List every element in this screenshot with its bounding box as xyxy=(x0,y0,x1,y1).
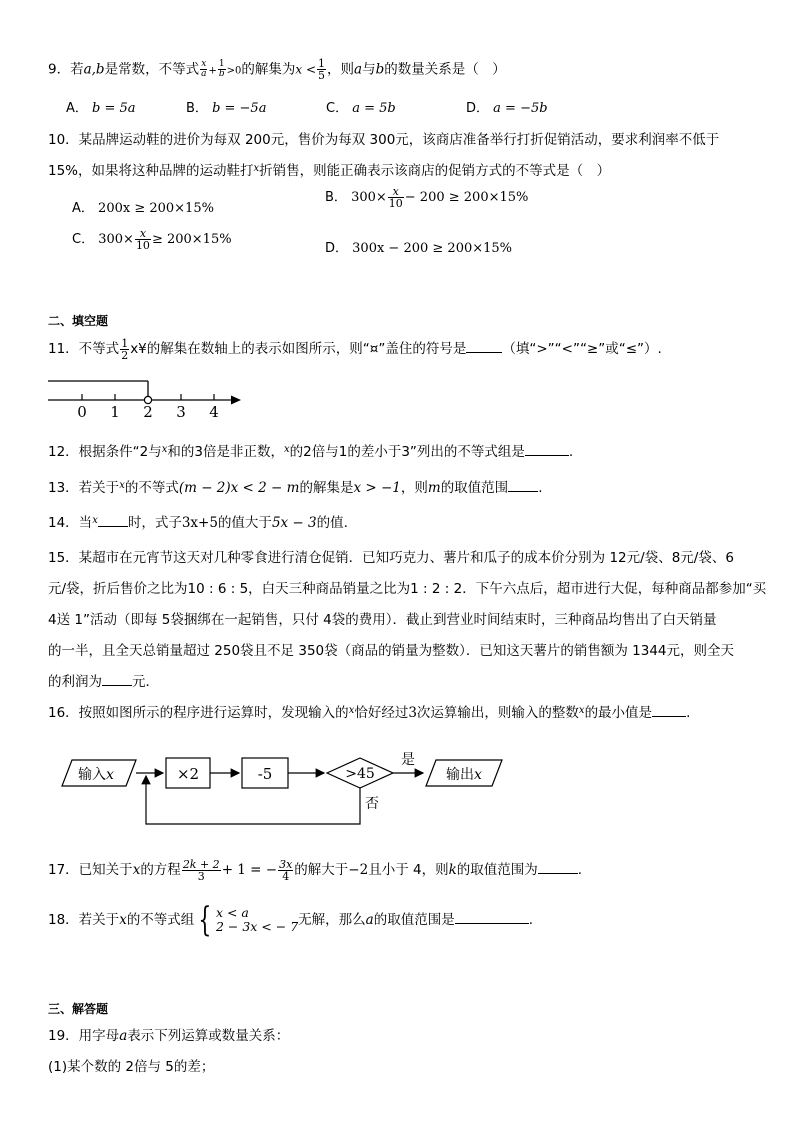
fraction-denominator: 2 xyxy=(121,348,129,362)
q10-option-a[interactable] xyxy=(72,197,214,216)
fraction-denominator: 10 xyxy=(135,239,150,252)
section-heading-solutions: 三、解答题 xyxy=(48,1002,109,1016)
q9-text: 是常数，不等式 xyxy=(104,61,200,78)
value: −2 xyxy=(348,862,369,878)
q14-text: 的值. xyxy=(316,515,348,531)
q14-text: 的值大于 xyxy=(217,515,272,531)
fraction-numerator: 1 xyxy=(318,57,325,70)
q13-text: 的不等式 xyxy=(124,480,179,496)
option-label: A． xyxy=(66,101,88,116)
option-expr: − 200 ≥ 200×15% xyxy=(404,190,529,205)
no-label: 否 xyxy=(365,796,379,812)
question-12 xyxy=(48,440,573,460)
option-expr: b = −5a xyxy=(212,101,267,116)
q11-text: 11．不等式 xyxy=(48,341,120,357)
q17-text: 17．已知关于 xyxy=(48,862,133,878)
q10-option-b[interactable] xyxy=(325,186,528,209)
q18-text: 的取值范围是 xyxy=(373,912,455,928)
option-expr: a = 5b xyxy=(352,101,396,116)
option-expr: a = −5b xyxy=(493,101,548,116)
q9-text: 的数量关系是（ ） xyxy=(384,61,506,78)
q12-text: 12．根据条件“2与 xyxy=(48,444,162,460)
var-x: x xyxy=(284,444,290,455)
step-label: -5 xyxy=(257,765,273,783)
input-label: 输入x xyxy=(78,767,114,783)
q16-text: 16．按照如图所示的程序进行运算时，发现输入的 xyxy=(48,705,349,721)
option-expr: 300× xyxy=(98,232,134,247)
condition-label: >45 xyxy=(345,766,375,782)
q19-text: 表示下列运算或数量关系： xyxy=(127,1028,290,1044)
answer-blank[interactable] xyxy=(525,454,569,456)
question-13 xyxy=(48,476,542,496)
system-row: x < a xyxy=(215,904,249,920)
q17-text: 且小于 4，则 xyxy=(368,862,449,878)
option-expr: 300× xyxy=(351,190,387,205)
fraction-numerator: x xyxy=(388,186,404,198)
var-x: x xyxy=(348,705,355,716)
q9-option-d[interactable] xyxy=(466,97,548,116)
question-15-line3: 4送 1”活动（即每 5袋捆绑在一起销售，只付 4袋的费用）．截止到营业时间结束时，三种商品均售出了白天销量 xyxy=(48,612,717,628)
q9-text: 若 xyxy=(70,61,84,78)
fraction-denominator: a xyxy=(201,69,207,79)
program-flowchart xyxy=(58,744,508,828)
var-m: m xyxy=(427,480,441,496)
q9-option-b[interactable] xyxy=(186,97,266,116)
expr: 3x+5 xyxy=(181,515,218,531)
fraction-3x-over-4 xyxy=(278,859,293,882)
q18-text: 18．若关于 xyxy=(48,912,120,928)
q17-text: 的解大于 xyxy=(294,862,349,878)
fraction-denominator: 10 xyxy=(388,197,403,210)
plus-sign: + xyxy=(208,65,217,77)
q14-text: 14．当 xyxy=(48,515,93,531)
q10-option-d[interactable] xyxy=(325,237,512,256)
q18-text: 无解，那么 xyxy=(298,912,366,928)
system-row: 2 − 3x < − 7 xyxy=(215,919,299,934)
q10-option-c[interactable] xyxy=(72,228,232,251)
question-15-line4: 的一半，且全天总销量超过 250袋且不足 350袋（商品的销量为整数）．已知这天薯片的销售额为 1344元，则全天 xyxy=(48,643,735,659)
q10-text: 折销售，则能正确表示该商店的促销方式的不等式是（ ） xyxy=(259,163,611,179)
expr: 5x − 3 xyxy=(271,515,317,531)
option-expr: 200x ≥ 200×15% xyxy=(98,201,214,216)
question-10-line1: 10．某品牌运动鞋的进价为每双 200元，售价为每双 300元，该商店准备举行打折促销活动，要求利润率不低于 xyxy=(48,132,720,148)
answer-blank[interactable] xyxy=(466,351,502,353)
option-label: A． xyxy=(72,201,94,216)
question-11 xyxy=(48,336,662,362)
question-10-line2 xyxy=(48,159,610,179)
tick-label: 4 xyxy=(209,403,219,420)
q9-text: ，则 xyxy=(327,61,354,78)
q9-option-a[interactable] xyxy=(66,97,136,116)
var-a: a xyxy=(119,1028,128,1044)
q9-text: 的解集为 xyxy=(241,61,296,78)
q9-option-c[interactable] xyxy=(326,97,396,116)
var-x: x xyxy=(578,705,585,716)
question-14 xyxy=(48,511,348,531)
q13-text: ，则 xyxy=(400,480,428,496)
q11-hint: （填“>”“<”“≥”或“≤”）. xyxy=(502,341,662,357)
yes-label: 是 xyxy=(401,752,415,768)
option-label: B． xyxy=(186,101,208,116)
fraction-1-over-b xyxy=(218,60,226,79)
gt-zero: >0 xyxy=(226,65,242,77)
fraction-denominator: 4 xyxy=(282,869,290,883)
q16-text: 次运算输出，则输入的整数 xyxy=(416,705,579,721)
answer-blank[interactable] xyxy=(538,872,578,874)
option-label: D． xyxy=(466,101,490,116)
option-expr: b = 5a xyxy=(92,101,136,116)
var-x: x xyxy=(92,515,98,526)
q15-text: 的利润为 xyxy=(48,674,102,690)
answer-blank[interactable] xyxy=(455,922,529,924)
question-9 xyxy=(48,58,506,83)
var-b: b xyxy=(375,61,385,78)
tick-label: 1 xyxy=(110,403,120,420)
q13-text: . xyxy=(538,480,543,496)
question-16 xyxy=(48,701,690,721)
q17-text: 的方程 xyxy=(140,862,181,878)
q16-text: 的最小值是 xyxy=(584,705,653,721)
question-18 xyxy=(48,898,533,942)
var-x: x xyxy=(119,480,125,491)
option-label: C． xyxy=(326,101,349,116)
q17-text: 的取值范围为 xyxy=(456,862,538,878)
fraction-numerator: 1 xyxy=(121,336,129,350)
option-expr: 300x − 200 ≥ 200×15% xyxy=(352,241,513,256)
tick-label: 0 xyxy=(77,403,87,420)
option-label: C． xyxy=(72,232,95,247)
var-a: a xyxy=(354,61,363,78)
q16-text: 恰好经过 xyxy=(354,705,409,721)
brace-icon: { xyxy=(198,900,212,940)
q14-text: 时，式子 xyxy=(127,515,182,531)
answer-blank[interactable] xyxy=(98,525,128,527)
var-x: x xyxy=(119,912,127,928)
option-expr: ≥ 200×15% xyxy=(151,232,232,247)
answer-blank[interactable] xyxy=(508,490,538,492)
question-number: 9． xyxy=(48,61,71,78)
solution-expr: x > −1 xyxy=(353,480,401,496)
tick-label: 3 xyxy=(176,403,186,420)
fraction-numerator: 1 xyxy=(218,59,225,69)
fraction-denominator: 3 xyxy=(197,869,205,883)
fraction-denominator: b xyxy=(218,69,225,79)
fraction-x-over-10 xyxy=(388,186,404,209)
question-15-line5 xyxy=(48,670,159,690)
var-x: x xyxy=(161,444,168,455)
question-19 xyxy=(48,1024,289,1044)
var-k: k xyxy=(448,862,457,878)
fraction-x-over-10 xyxy=(135,228,151,251)
q16-text: . xyxy=(686,705,691,721)
answer-blank[interactable] xyxy=(102,684,132,686)
fraction-x-over-a xyxy=(200,60,207,79)
q12-text: 和的3倍是非正数， xyxy=(167,444,284,460)
inequality-system xyxy=(216,906,298,935)
fraction-1-over-5 xyxy=(317,58,326,81)
section-heading-fill-in: 二、填空题 xyxy=(48,314,109,328)
q13-text: 的取值范围 xyxy=(440,480,509,496)
q9-text: 与 xyxy=(362,61,376,78)
fraction-numerator: x xyxy=(135,228,151,240)
question-15-line1: 15．某超市在元宵节这天对几种零食进行清仓促销．已知巧克力、薯片和瓜子的成本价分别为 12元/袋、8元/袋、6 xyxy=(48,550,734,566)
q18-text: . xyxy=(528,912,534,928)
var-x: x xyxy=(253,163,260,174)
axis-arrow-icon xyxy=(231,396,241,405)
number-line xyxy=(44,376,249,420)
inequality-expr: (m − 2)x < 2 − m xyxy=(178,480,300,496)
option-label: D． xyxy=(325,241,349,256)
q13-text: 的解集是 xyxy=(299,480,354,496)
fraction-1-over-2 xyxy=(120,338,129,361)
x-less-than: x < xyxy=(295,62,316,77)
question-17 xyxy=(48,852,582,888)
q13-text: 13．若关于 xyxy=(48,480,120,496)
question-19-part-1: (1)某个数的 2倍与 5的差； xyxy=(48,1059,215,1075)
question-15-line2: 元/袋，折后售价之比为10 : 6 : 5，白天三种商品销量之比为1 : 2 : 2．下午六点后，超市进行大促，每种商品都参加“买 xyxy=(48,581,767,597)
q12-text: . xyxy=(568,444,574,460)
step-label: ×2 xyxy=(176,765,200,783)
tick-label: 2 xyxy=(143,403,153,420)
q12-text: 的2倍与1的差小于3”列出的不等式组是 xyxy=(289,444,525,460)
fraction-numerator: 3x xyxy=(279,857,293,871)
var-a: a xyxy=(365,912,374,928)
fraction-denominator: 5 xyxy=(318,69,325,82)
option-label: B． xyxy=(325,190,347,205)
q9-var-ab: a,b xyxy=(83,61,105,78)
answer-blank[interactable] xyxy=(652,715,686,717)
output-label: 输出x xyxy=(446,767,482,783)
q17-text: . xyxy=(577,862,583,878)
fraction-numerator: 2k + 2 xyxy=(182,857,220,871)
q18-text: 的不等式组 xyxy=(126,912,195,928)
q19-text: 19．用字母 xyxy=(48,1028,120,1044)
q15-text: 元． xyxy=(132,674,159,690)
equation-mid: + 1 = − xyxy=(221,862,278,878)
count: 3 xyxy=(408,705,417,721)
var-x: x xyxy=(132,862,141,878)
q11-text: x¥的解集在数轴上的表示如图所示，则“¤”盖住的符号是 xyxy=(130,341,467,357)
q10-text: 15%，如果将这种品牌的运动鞋打 xyxy=(48,163,254,179)
fraction-numerator: x xyxy=(201,59,207,69)
fraction-2k-plus-2-over-3 xyxy=(182,859,221,882)
